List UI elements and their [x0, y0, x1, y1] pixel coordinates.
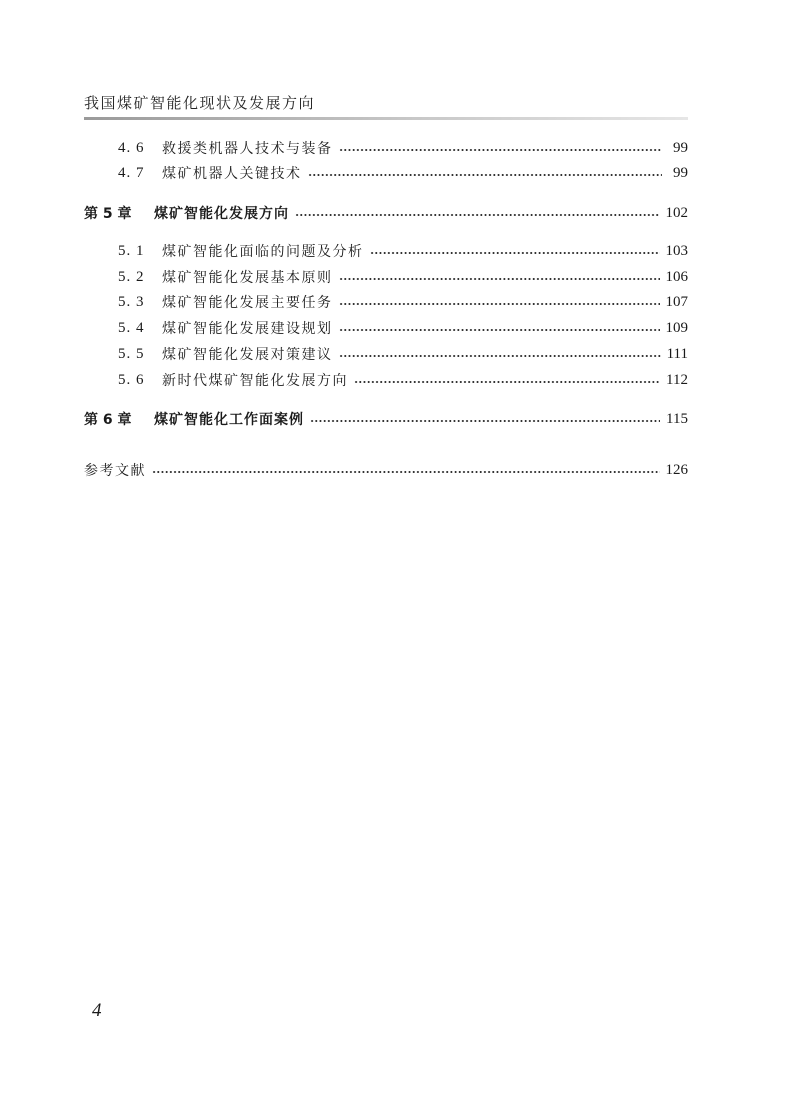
- toc-entry-title: 煤矿智能化发展方向: [154, 206, 289, 222]
- header-rule: [84, 117, 688, 120]
- toc-section-entry[interactable]: [118, 370, 688, 390]
- dot-leader: [354, 381, 660, 383]
- toc-entry-number: 5. 3: [118, 293, 145, 310]
- toc-references-entry[interactable]: [84, 460, 688, 480]
- toc-entry-number: 第 6 章: [84, 412, 132, 428]
- toc-entry-number: 5. 4: [118, 319, 145, 336]
- dot-leader: [339, 303, 660, 305]
- toc-entry-title: 煤矿机器人关键技术: [162, 166, 302, 182]
- toc-section-entry[interactable]: [118, 292, 688, 312]
- toc-entry-title: 参考文献: [84, 463, 146, 479]
- toc-entry-title: 煤矿智能化发展对策建议: [162, 347, 333, 363]
- page-number: 4: [92, 1000, 102, 1021]
- toc-entry-page: 102: [665, 204, 688, 221]
- toc-entry-title: 煤矿智能化发展主要任务: [162, 295, 333, 311]
- toc-entry-page: 99: [673, 164, 688, 181]
- toc-section-entry[interactable]: [118, 163, 688, 183]
- running-head: 我国煤矿智能化现状及发展方向: [84, 94, 316, 112]
- toc-entry-number: 5. 1: [118, 242, 145, 259]
- toc-section-entry[interactable]: [118, 344, 688, 364]
- toc-section-entry[interactable]: [118, 318, 688, 338]
- dot-leader: [310, 420, 660, 422]
- toc-entry-number: 5. 2: [118, 268, 145, 285]
- dot-leader: [295, 214, 660, 216]
- toc-entry-title: 煤矿智能化工作面案例: [154, 412, 304, 428]
- toc-entry-title: 救援类机器人技术与装备: [162, 141, 333, 157]
- toc-entry-page: 109: [665, 319, 688, 336]
- toc-entry-number: 4. 6: [118, 139, 145, 156]
- toc-entry-title: 煤矿智能化发展建设规划: [162, 321, 333, 337]
- toc-entry-page: 106: [665, 268, 688, 285]
- toc-entry-number: 第 5 章: [84, 206, 132, 222]
- dot-leader: [339, 149, 663, 151]
- toc-entry-page: 112: [666, 371, 688, 388]
- toc-entry-page: 103: [665, 242, 688, 259]
- dot-leader: [339, 329, 660, 331]
- toc-section-entry[interactable]: [118, 267, 688, 287]
- toc-section-entry[interactable]: [118, 241, 688, 261]
- toc-entry-number: 5. 5: [118, 345, 145, 362]
- toc-entry-page: 99: [673, 139, 688, 156]
- toc-entry-title: 煤矿智能化面临的问题及分析: [162, 244, 364, 260]
- toc-entry-page: 115: [666, 410, 688, 427]
- toc-section-entry[interactable]: [118, 138, 688, 158]
- toc-entry-number: 4. 7: [118, 164, 145, 181]
- dot-leader: [308, 174, 663, 176]
- dot-leader: [370, 252, 660, 254]
- toc-chapter-entry[interactable]: [84, 203, 688, 223]
- dot-leader: [339, 278, 660, 280]
- toc-chapter-entry[interactable]: [84, 409, 688, 429]
- toc-entry-title: 煤矿智能化发展基本原则: [162, 270, 333, 286]
- toc-entry-page: 111: [666, 345, 688, 362]
- dot-leader: [339, 355, 661, 357]
- toc-entry-number: 5. 6: [118, 371, 145, 388]
- dot-leader: [152, 471, 660, 473]
- toc-entry-page: 107: [665, 293, 688, 310]
- toc-entry-title: 新时代煤矿智能化发展方向: [162, 373, 348, 389]
- toc-entry-page: 126: [665, 461, 688, 478]
